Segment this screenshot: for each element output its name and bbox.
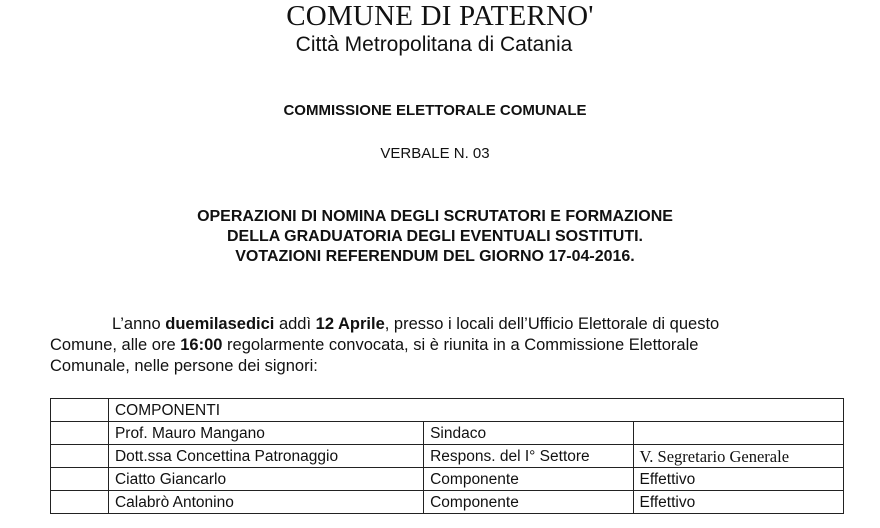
date-text: 12 Aprile: [315, 315, 385, 333]
paragraph-line-3: Comunale, nelle persone dei signori:: [50, 357, 318, 375]
member-note: [633, 422, 843, 445]
subject-heading: [0, 207, 870, 267]
member-role: Respons. del I° Settore: [424, 445, 633, 468]
subject-line: OPERAZIONI DI NOMINA DEGLI SCRUTATORI E FORMAZIONE: [197, 208, 673, 225]
member-role: Sindaco: [424, 422, 633, 445]
year-text: duemilasedici: [165, 315, 275, 333]
text-span: L’anno: [112, 315, 166, 333]
municipality-title: COMUNE DI PATERNO': [286, 0, 594, 32]
table-row: [51, 468, 844, 491]
table-header-row: [51, 399, 844, 422]
table-cell: [51, 491, 109, 514]
subject-line: VOTAZIONI REFERENDUM DEL GIORNO 17-04-2016.: [235, 248, 635, 265]
member-note: Effettivo: [633, 491, 843, 514]
paragraph-line-2: [50, 335, 820, 356]
table-row: [51, 422, 844, 445]
subject-line: DELLA GRADUATORIA DEGLI EVENTUALI SOSTITUTI.: [227, 228, 643, 245]
member-note: Effettivo: [633, 468, 843, 491]
time-text: 16:00: [180, 336, 223, 354]
table-cell: [51, 399, 109, 422]
intro-paragraph: [50, 314, 820, 377]
paragraph-line-1: [50, 314, 820, 335]
member-name: Dott.ssa Concettina Patronaggio: [108, 445, 423, 468]
text-span: Comune, alle ore: [50, 336, 181, 354]
member-role: Componente: [424, 468, 633, 491]
verbale-number: VERBALE N. 03: [380, 145, 490, 162]
table-cell: [51, 445, 109, 468]
text-span: addì: [274, 315, 316, 333]
table-row: [51, 445, 844, 468]
text-span: , presso i locali dell’Ufficio Elettorale di questo: [384, 315, 720, 333]
table-header-cell: COMPONENTI: [108, 399, 843, 422]
text-span: regolarmente convocata, si è riunita in a Commissione Elettorale: [222, 336, 699, 354]
table-cell: [51, 468, 109, 491]
members-table: [50, 398, 844, 514]
member-name: Calabrò Antonino: [108, 491, 423, 514]
table-row: [51, 491, 844, 514]
member-name: Prof. Mauro Mangano: [108, 422, 423, 445]
member-role: Componente: [424, 491, 633, 514]
member-name: Ciatto Giancarlo: [108, 468, 423, 491]
table-cell: [51, 422, 109, 445]
commission-heading: COMMISSIONE ELETTORALE COMUNALE: [283, 102, 587, 119]
municipality-subtitle: Città Metropolitana di Catania: [295, 33, 573, 56]
member-note: V. Segretario Generale: [633, 445, 843, 468]
